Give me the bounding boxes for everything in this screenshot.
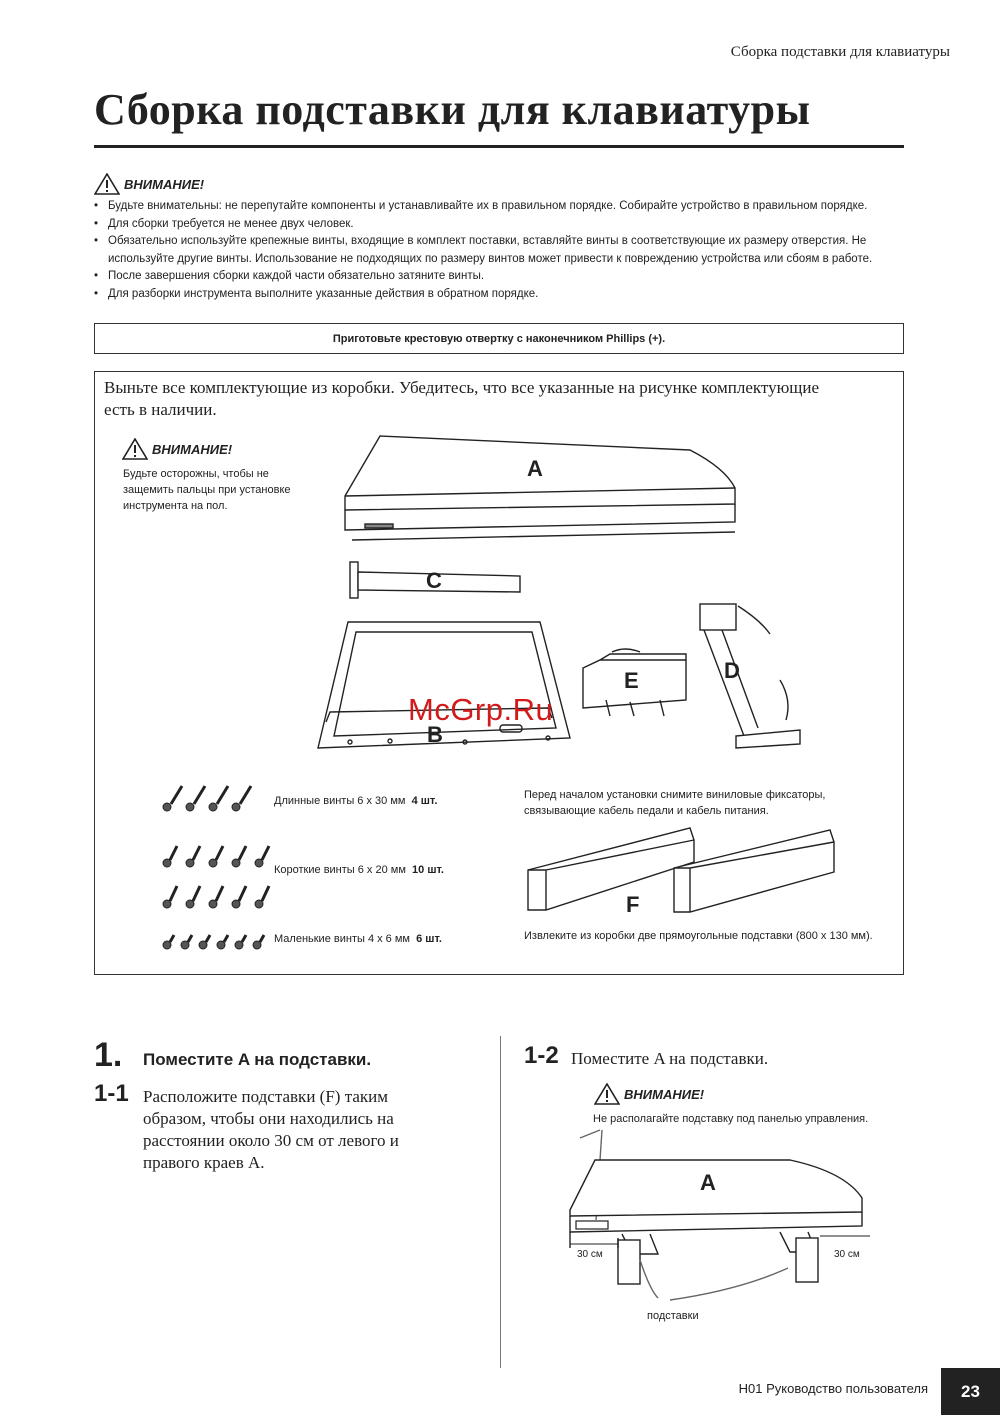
dim-right: 30 см xyxy=(834,1249,860,1260)
small-screws xyxy=(163,935,264,949)
warning-icon xyxy=(594,1083,620,1105)
page-number: 23 xyxy=(941,1368,1000,1415)
short-screws xyxy=(163,846,269,908)
label-b: B xyxy=(427,722,443,747)
column-divider xyxy=(500,1036,501,1368)
caution-title: ВНИМАНИЕ! xyxy=(124,176,205,192)
screws-illustration xyxy=(163,786,269,949)
label-f: F xyxy=(626,892,640,917)
screw-small-name: Маленькие винты 4 x 6 мм xyxy=(274,933,410,945)
step-title: Поместите A на подставки. xyxy=(143,1050,372,1069)
step-caution-heading xyxy=(594,1083,704,1105)
screw-small-qty: 6 шт. xyxy=(416,933,442,945)
parts-caution-text: Будьте осторожны, чтобы не защемить пальцы при установке инструмента на пол. xyxy=(123,468,291,512)
stands-note: Извлеките из коробки две прямоугольные подставки (800 x 130 мм). xyxy=(524,930,873,942)
long-screws xyxy=(163,786,251,811)
caution-item: • Будьте внимательны: не перепутайте компоненты и устанавливайте их в правильном порядке. Собирайте устройство в правильном порядке. xyxy=(94,198,914,216)
part-d-legs xyxy=(700,604,800,748)
watermark: McGrp.Ru xyxy=(408,692,554,727)
caution-item: • После завершения сборки каждой части обязательно затяните винты. xyxy=(94,268,914,286)
label-c: C xyxy=(426,568,442,593)
dim-left: 30 см xyxy=(577,1249,603,1260)
step-caution-title: ВНИМАНИЕ! xyxy=(624,1086,705,1102)
part-a-keyboard xyxy=(345,436,735,540)
substep-2-number: 1-2 xyxy=(524,1042,559,1069)
caution-item: • Для сборки требуется не менее двух человек. xyxy=(94,216,914,234)
prep-note: Приготовьте крестовую отвертку с наконечником Phillips (+). xyxy=(332,332,666,345)
substep-1-number: 1-1 xyxy=(94,1080,129,1107)
cable-note: Перед началом установки снимите виниловые фиксаторы, связывающие кабель педали и кабель питания. xyxy=(524,789,826,817)
step-number: 1. xyxy=(94,1036,123,1074)
substep-1-text: Расположите подставки (F) таким образом, чтобы они находились на расстоянии около 30 см от левого и правого краев A. xyxy=(143,1087,399,1172)
caution-item: • Обязательно используйте крепежные винты, входящие в комплект поставки, вставляйте винты в соответствующие их размеру отверстия. Не используйте другие винты. Использование не подходящих по размеру винтов может привести к повреждению устройства или сбоям в работе. xyxy=(94,233,914,268)
label-d: D xyxy=(724,658,740,683)
caution-item: • Для разборки инструмента выполните указанные действия в обратном порядке. xyxy=(94,286,914,304)
page-title: Сборка подставки для клавиатуры xyxy=(94,85,811,134)
part-f-stands xyxy=(528,828,834,912)
label-a: A xyxy=(527,456,543,481)
screw-small-row xyxy=(274,933,442,945)
stands-label: подставки xyxy=(647,1310,699,1322)
step-diagram xyxy=(540,1120,900,1340)
parts-intro: Выньте все комплектующие из коробки. Убедитесь, что все указанные на рисунке комплектующие есть в наличии. xyxy=(104,378,820,419)
substep-2-text: Поместите A на подставки. xyxy=(571,1049,769,1068)
diagram-label-a: A xyxy=(700,1170,716,1195)
screw-long-qty: 4 шт. xyxy=(411,795,438,807)
screw-long-name: Длинные винты 6 x 30 мм xyxy=(274,795,406,807)
label-e: E xyxy=(624,668,639,693)
screw-short-qty: 10 шт. xyxy=(412,864,444,876)
screw-short-row xyxy=(274,864,444,876)
parts-caution-title: ВНИМАНИЕ! xyxy=(152,441,233,457)
step-caution-text: Не располагайте подставку под панелью управления. xyxy=(593,1113,869,1125)
screw-short-name: Короткие винты 6 x 20 мм xyxy=(274,864,406,876)
part-b-frame xyxy=(318,622,570,748)
footer-manual: H01 Руководство пользователя xyxy=(738,1381,928,1396)
screw-long-row xyxy=(274,795,437,807)
running-header: Сборка подставки для клавиатуры xyxy=(730,44,950,60)
